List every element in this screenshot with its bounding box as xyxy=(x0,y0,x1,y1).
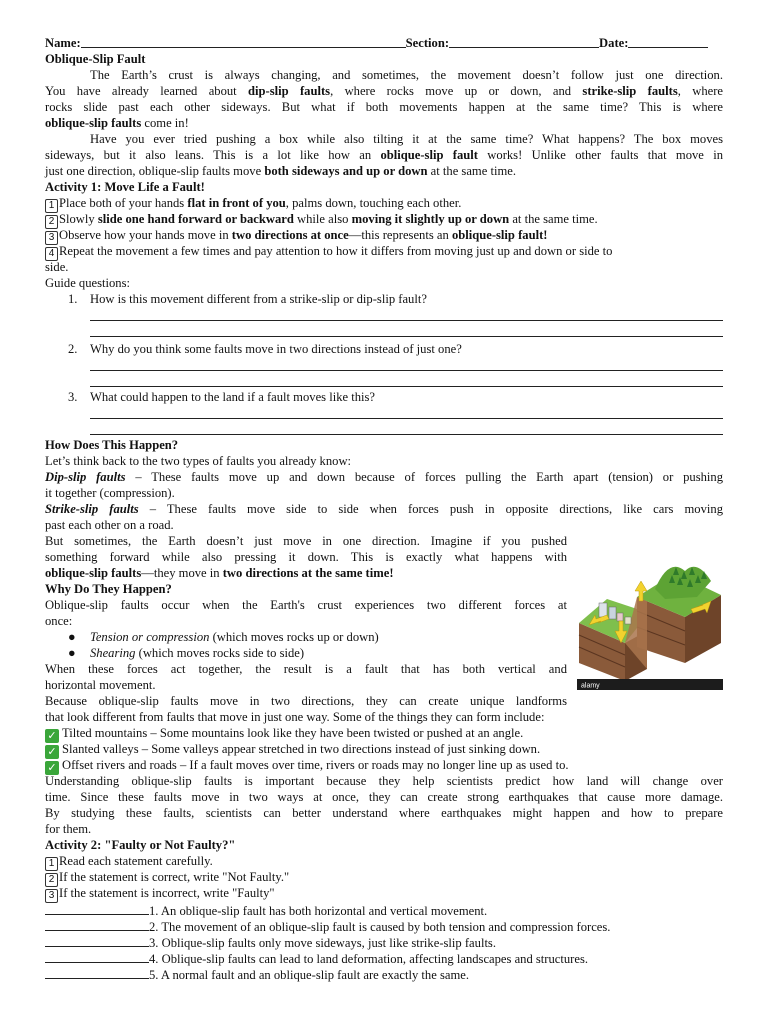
text-run: , palms down, touching each other. xyxy=(285,196,462,210)
guide-question-1 xyxy=(68,291,746,307)
step-number-box: 3 xyxy=(45,231,58,245)
statement-1 xyxy=(45,903,723,919)
because-line2: that look different from faults that move in just one way. Some of the things they can form include: xyxy=(45,710,545,724)
step-number-box: 1 xyxy=(45,857,58,871)
text-run: (which moves rocks side to side) xyxy=(135,646,305,660)
strike-slip-line1 xyxy=(45,501,723,517)
intro-p1-line4 xyxy=(45,115,723,131)
text-run: at the same time. xyxy=(427,164,516,178)
answer-line[interactable] xyxy=(90,370,723,371)
text-run-bold: moving it slightly up or down xyxy=(351,212,510,226)
building xyxy=(617,613,623,621)
understanding-line3: By studying these faults, scientists can better understand where earthquakes might happen and how to prepare xyxy=(45,806,723,820)
question-number: 3. xyxy=(68,390,78,404)
question-text: What could happen to the land if a fault moves like this? xyxy=(90,390,376,404)
text-run: Place both of your hands xyxy=(59,196,188,210)
when-line2: horizontal movement. xyxy=(45,678,156,692)
text-run: sideways, but it also leans. This is a lot like how an xyxy=(45,148,381,162)
understanding-line4: for them. xyxy=(45,822,92,836)
text-run-bold: slide one hand forward or backward xyxy=(97,212,294,226)
check-mark-icon: ✓ xyxy=(45,761,59,775)
step-number-box: 3 xyxy=(45,889,58,903)
intro-p2-line2 xyxy=(45,147,723,163)
statement-text: 3. Oblique-slip faults only move sideways, just like strike-slip faults. xyxy=(149,936,496,950)
question-text: Why do you think some faults move in two directions instead of just one? xyxy=(90,342,462,356)
text-run: works! Unlike other faults that move in xyxy=(477,148,723,162)
term-shearing: Shearing xyxy=(90,646,136,660)
text-run: Slowly xyxy=(59,212,98,226)
text-run-bold: two directions at the same time! xyxy=(222,566,394,580)
building xyxy=(599,603,607,617)
text-run: Repeat the movement a few times and pay attention to how it differs from moving just up and down or side to xyxy=(59,244,613,258)
question-text: How is this movement different from a strike-slip or dip-slip fault? xyxy=(90,292,427,306)
how-heading: How Does This Happen? xyxy=(45,438,179,452)
section-blank[interactable] xyxy=(449,35,599,48)
text-run: —they move in xyxy=(141,566,223,580)
dip-slip-line2: it together (compression). xyxy=(45,486,175,500)
question-number: 1. xyxy=(68,292,78,306)
why-line1: Oblique-slip faults occur when the Earth's crust experiences two different forces at xyxy=(45,598,567,612)
step-text: If the statement is incorrect, write "Faulty" xyxy=(59,886,275,900)
text-run: – These faults move side to side when forces push in opposite directions, like cars moving xyxy=(138,502,723,516)
how-line1: Let’s think back to the two types of faults you already know: xyxy=(45,454,352,468)
step-number-box: 2 xyxy=(45,873,58,887)
term-dip-slip: dip-slip faults xyxy=(248,84,331,98)
text-run: —this represents an xyxy=(348,228,452,242)
term-strike-slip: strike-slip faults xyxy=(582,84,678,98)
answer-blank[interactable] xyxy=(45,903,149,915)
building xyxy=(609,607,616,619)
statement-2 xyxy=(45,919,723,935)
answer-line[interactable] xyxy=(90,336,723,337)
term-both-directions: both sideways and up or down xyxy=(264,164,428,178)
question-number: 2. xyxy=(68,342,78,356)
statement-text: 4. Oblique-slip faults can lead to land deformation, affecting landscapes and structures. xyxy=(149,952,589,966)
check-mark-icon: ✓ xyxy=(45,729,59,743)
term-oblique-slip: oblique-slip faults xyxy=(45,566,142,580)
term-oblique-slip: oblique-slip fault xyxy=(380,148,478,162)
answer-blank[interactable] xyxy=(45,935,149,947)
statement-5 xyxy=(45,967,723,983)
guide-questions-label: Guide questions: xyxy=(45,276,131,290)
step-text: Read each statement carefully. xyxy=(59,854,213,868)
text-run: – These faults move up and down because of forces pulling the Earth apart (tension) or pushing xyxy=(125,470,723,484)
text-run: , where xyxy=(677,84,723,98)
text-run: Observe how your hands move in xyxy=(59,228,232,242)
understanding-line2: time. Since these faults move in two ways at once, they can create strong earthquakes that cause more damage. xyxy=(45,790,723,804)
guide-question-2 xyxy=(68,341,746,357)
watermark-text: alamy xyxy=(581,682,600,690)
text-run: , where rocks move up or down, and xyxy=(330,84,583,98)
text-run-bold: two directions at once xyxy=(231,228,349,242)
intro-p1-line1: The Earth’s crust is always changing, and sometimes, the movement doesn’t follow just one direction. xyxy=(90,68,723,82)
answer-line[interactable] xyxy=(90,386,723,387)
intro-p1-line2 xyxy=(45,83,723,99)
why-heading: Why Do They Happen? xyxy=(45,582,172,596)
term-dip-slip: Dip-slip faults xyxy=(45,470,126,484)
text-run: come in! xyxy=(141,116,189,130)
date-label: Date: xyxy=(599,36,629,50)
activity1-step-4-cont: side. xyxy=(45,260,69,274)
why-line2: once: xyxy=(45,614,73,628)
header-fields xyxy=(45,35,723,51)
statement-text: 5. A normal fault and an oblique-slip fault are exactly the same. xyxy=(149,968,469,982)
bullet-dot: ● xyxy=(68,630,76,644)
text-run-bold: flat in front of you xyxy=(187,196,286,210)
landform-text: Offset rivers and roads – If a fault moves over time, rivers or roads may no longer line up as used to. xyxy=(62,758,569,772)
text-run: at the same time. xyxy=(509,212,598,226)
bullet-dot: ● xyxy=(68,646,76,660)
text-run: while also xyxy=(293,212,352,226)
activity2-step-3 xyxy=(45,885,723,903)
guide-question-3 xyxy=(68,389,746,405)
name-blank[interactable] xyxy=(81,35,406,48)
strike-slip-line2: past each other on a road. xyxy=(45,518,174,532)
intro-p1-line3: rocks slide past each other sideways. But what if both movements happen at the same time? This is where xyxy=(45,100,723,114)
step-number-box: 4 xyxy=(45,247,58,261)
landform-text: Tilted mountains – Some mountains look like they have been twisted or pushed at an angle. xyxy=(62,726,524,740)
but-line2: something forward while also pressing it down. This is exactly what happens with xyxy=(45,550,567,564)
step-number-box: 1 xyxy=(45,199,58,213)
statement-4 xyxy=(45,951,723,967)
dip-slip-line1 xyxy=(45,469,723,485)
answer-blank[interactable] xyxy=(45,919,149,931)
answer-blank[interactable] xyxy=(45,967,149,979)
step-text: If the statement is correct, write "Not Faulty." xyxy=(59,870,290,884)
statement-text: 1. An oblique-slip fault has both horizontal and vertical movement. xyxy=(149,904,488,918)
section-label: Section: xyxy=(405,36,450,50)
answer-line[interactable] xyxy=(90,434,723,435)
answer-blank[interactable] xyxy=(45,951,149,963)
text-run-bold: oblique-slip fault! xyxy=(451,228,548,242)
date-blank[interactable] xyxy=(628,35,708,48)
because-line1: Because oblique-slip faults move in two directions, they can create unique landforms xyxy=(45,694,567,708)
answer-line[interactable] xyxy=(90,418,723,419)
text-run: just one direction, oblique-slip faults move xyxy=(45,164,265,178)
text-run: (which moves rocks up or down) xyxy=(209,630,379,644)
text-run: You have already learned about xyxy=(45,84,249,98)
intro-p2-line1: Have you ever tried pushing a box while also tilting it at the same time? What happens? The box moves xyxy=(90,132,723,146)
activity2-heading: Activity 2: "Faulty or Not Faulty?" xyxy=(45,838,236,852)
when-line1: When these forces act together, the result is a fault that has both vertical and xyxy=(45,662,567,676)
name-label: Name: xyxy=(45,36,81,50)
activity1-heading: Activity 1: Move Life a Fault! xyxy=(45,180,205,194)
step-number-box: 2 xyxy=(45,215,58,229)
understanding-line1: Understanding oblique-slip faults is important because they help scientists predict how land will change over xyxy=(45,774,723,788)
but-line1: But sometimes, the Earth doesn’t just move in one direction. Imagine if you pushed xyxy=(45,534,567,548)
statement-3 xyxy=(45,935,723,951)
answer-line[interactable] xyxy=(90,320,723,321)
term-strike-slip: Strike-slip faults xyxy=(45,502,139,516)
oblique-fault-block-illustration xyxy=(577,551,723,690)
statement-text: 2. The movement of an oblique-slip fault is caused by both tension and compression forces. xyxy=(149,920,611,934)
intro-p2-line3 xyxy=(45,163,723,179)
term-oblique-slip: oblique-slip faults xyxy=(45,116,142,130)
term-tension: Tension or compression xyxy=(90,630,210,644)
building xyxy=(625,617,631,624)
page-title: Oblique-Slip Fault xyxy=(45,52,146,66)
check-mark-icon: ✓ xyxy=(45,745,59,759)
landform-text: Slanted valleys – Some valleys appear stretched in two directions instead of just sinking down. xyxy=(62,742,541,756)
